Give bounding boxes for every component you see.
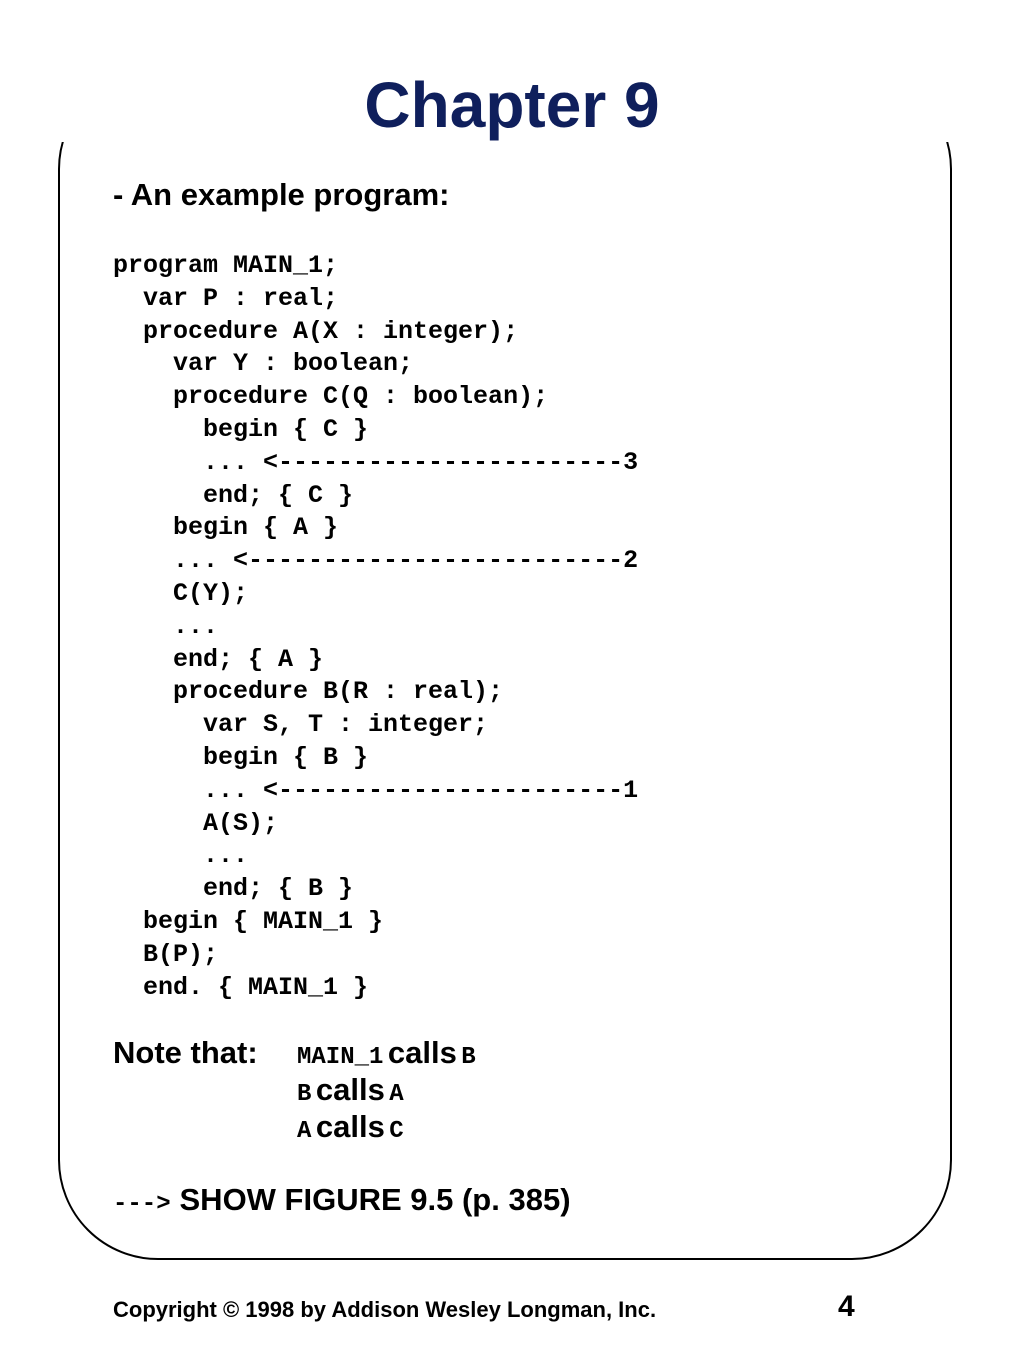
code-listing (113, 250, 638, 1004)
call-callee: A (389, 1081, 404, 1108)
figure-reference-text: SHOW FIGURE 9.5 (p. 385) (179, 1182, 571, 1217)
code-line: begin { C } (113, 414, 369, 444)
call-row (113, 1070, 813, 1107)
code-line: procedure B(R : real); (113, 677, 504, 707)
call-caller: A (297, 1118, 312, 1145)
code-line: C(Y); (113, 578, 249, 608)
copyright-notice: Copyright © 1998 by Addison Wesley Longman, Inc. (113, 1297, 657, 1322)
code-line: begin { A } (113, 513, 339, 543)
code-line: end. { MAIN_1 } (113, 972, 369, 1002)
section-subheading: - An example program: (113, 177, 450, 212)
code-line: program MAIN_1; (113, 251, 339, 280)
call-row (113, 1033, 813, 1070)
code-line: ... (113, 611, 219, 641)
call-statement (297, 1107, 404, 1153)
call-caller: B (297, 1081, 312, 1108)
arrow-text: ---> (113, 1191, 171, 1218)
code-line: end; { C } (113, 480, 354, 510)
code-line: ... <-----------------------3 (113, 447, 639, 477)
note-label: Note that: (113, 1035, 258, 1070)
code-line: begin { MAIN_1 } (113, 906, 384, 936)
call-verb: calls (387, 1035, 457, 1070)
call-note (113, 1033, 813, 1144)
slide-title: Chapter 9 (0, 68, 1024, 142)
code-line: var S, T : integer; (113, 710, 489, 740)
call-callee: C (389, 1118, 404, 1145)
code-line: procedure C(Q : boolean); (113, 382, 549, 412)
code-line: end; { B } (113, 874, 354, 904)
call-verb: calls (315, 1072, 385, 1107)
call-callee: B (461, 1044, 476, 1071)
call-row (113, 1107, 813, 1144)
code-line: B(P); (113, 939, 219, 969)
code-line: var P : real; (113, 283, 339, 313)
code-line: ... <-------------------------2 (113, 546, 639, 576)
call-caller: MAIN_1 (297, 1044, 384, 1071)
code-line: begin { B } (113, 742, 369, 772)
code-line: var Y : boolean; (113, 349, 414, 379)
code-line: ... <-----------------------1 (113, 775, 639, 805)
figure-reference (113, 1180, 571, 1226)
call-verb: calls (315, 1109, 385, 1144)
code-line: procedure A(X : integer); (113, 316, 519, 346)
page-number: 4 (838, 1290, 855, 1323)
code-line: ... (113, 841, 249, 871)
code-line: A(S); (113, 808, 279, 838)
code-line: end; { A } (113, 644, 324, 674)
